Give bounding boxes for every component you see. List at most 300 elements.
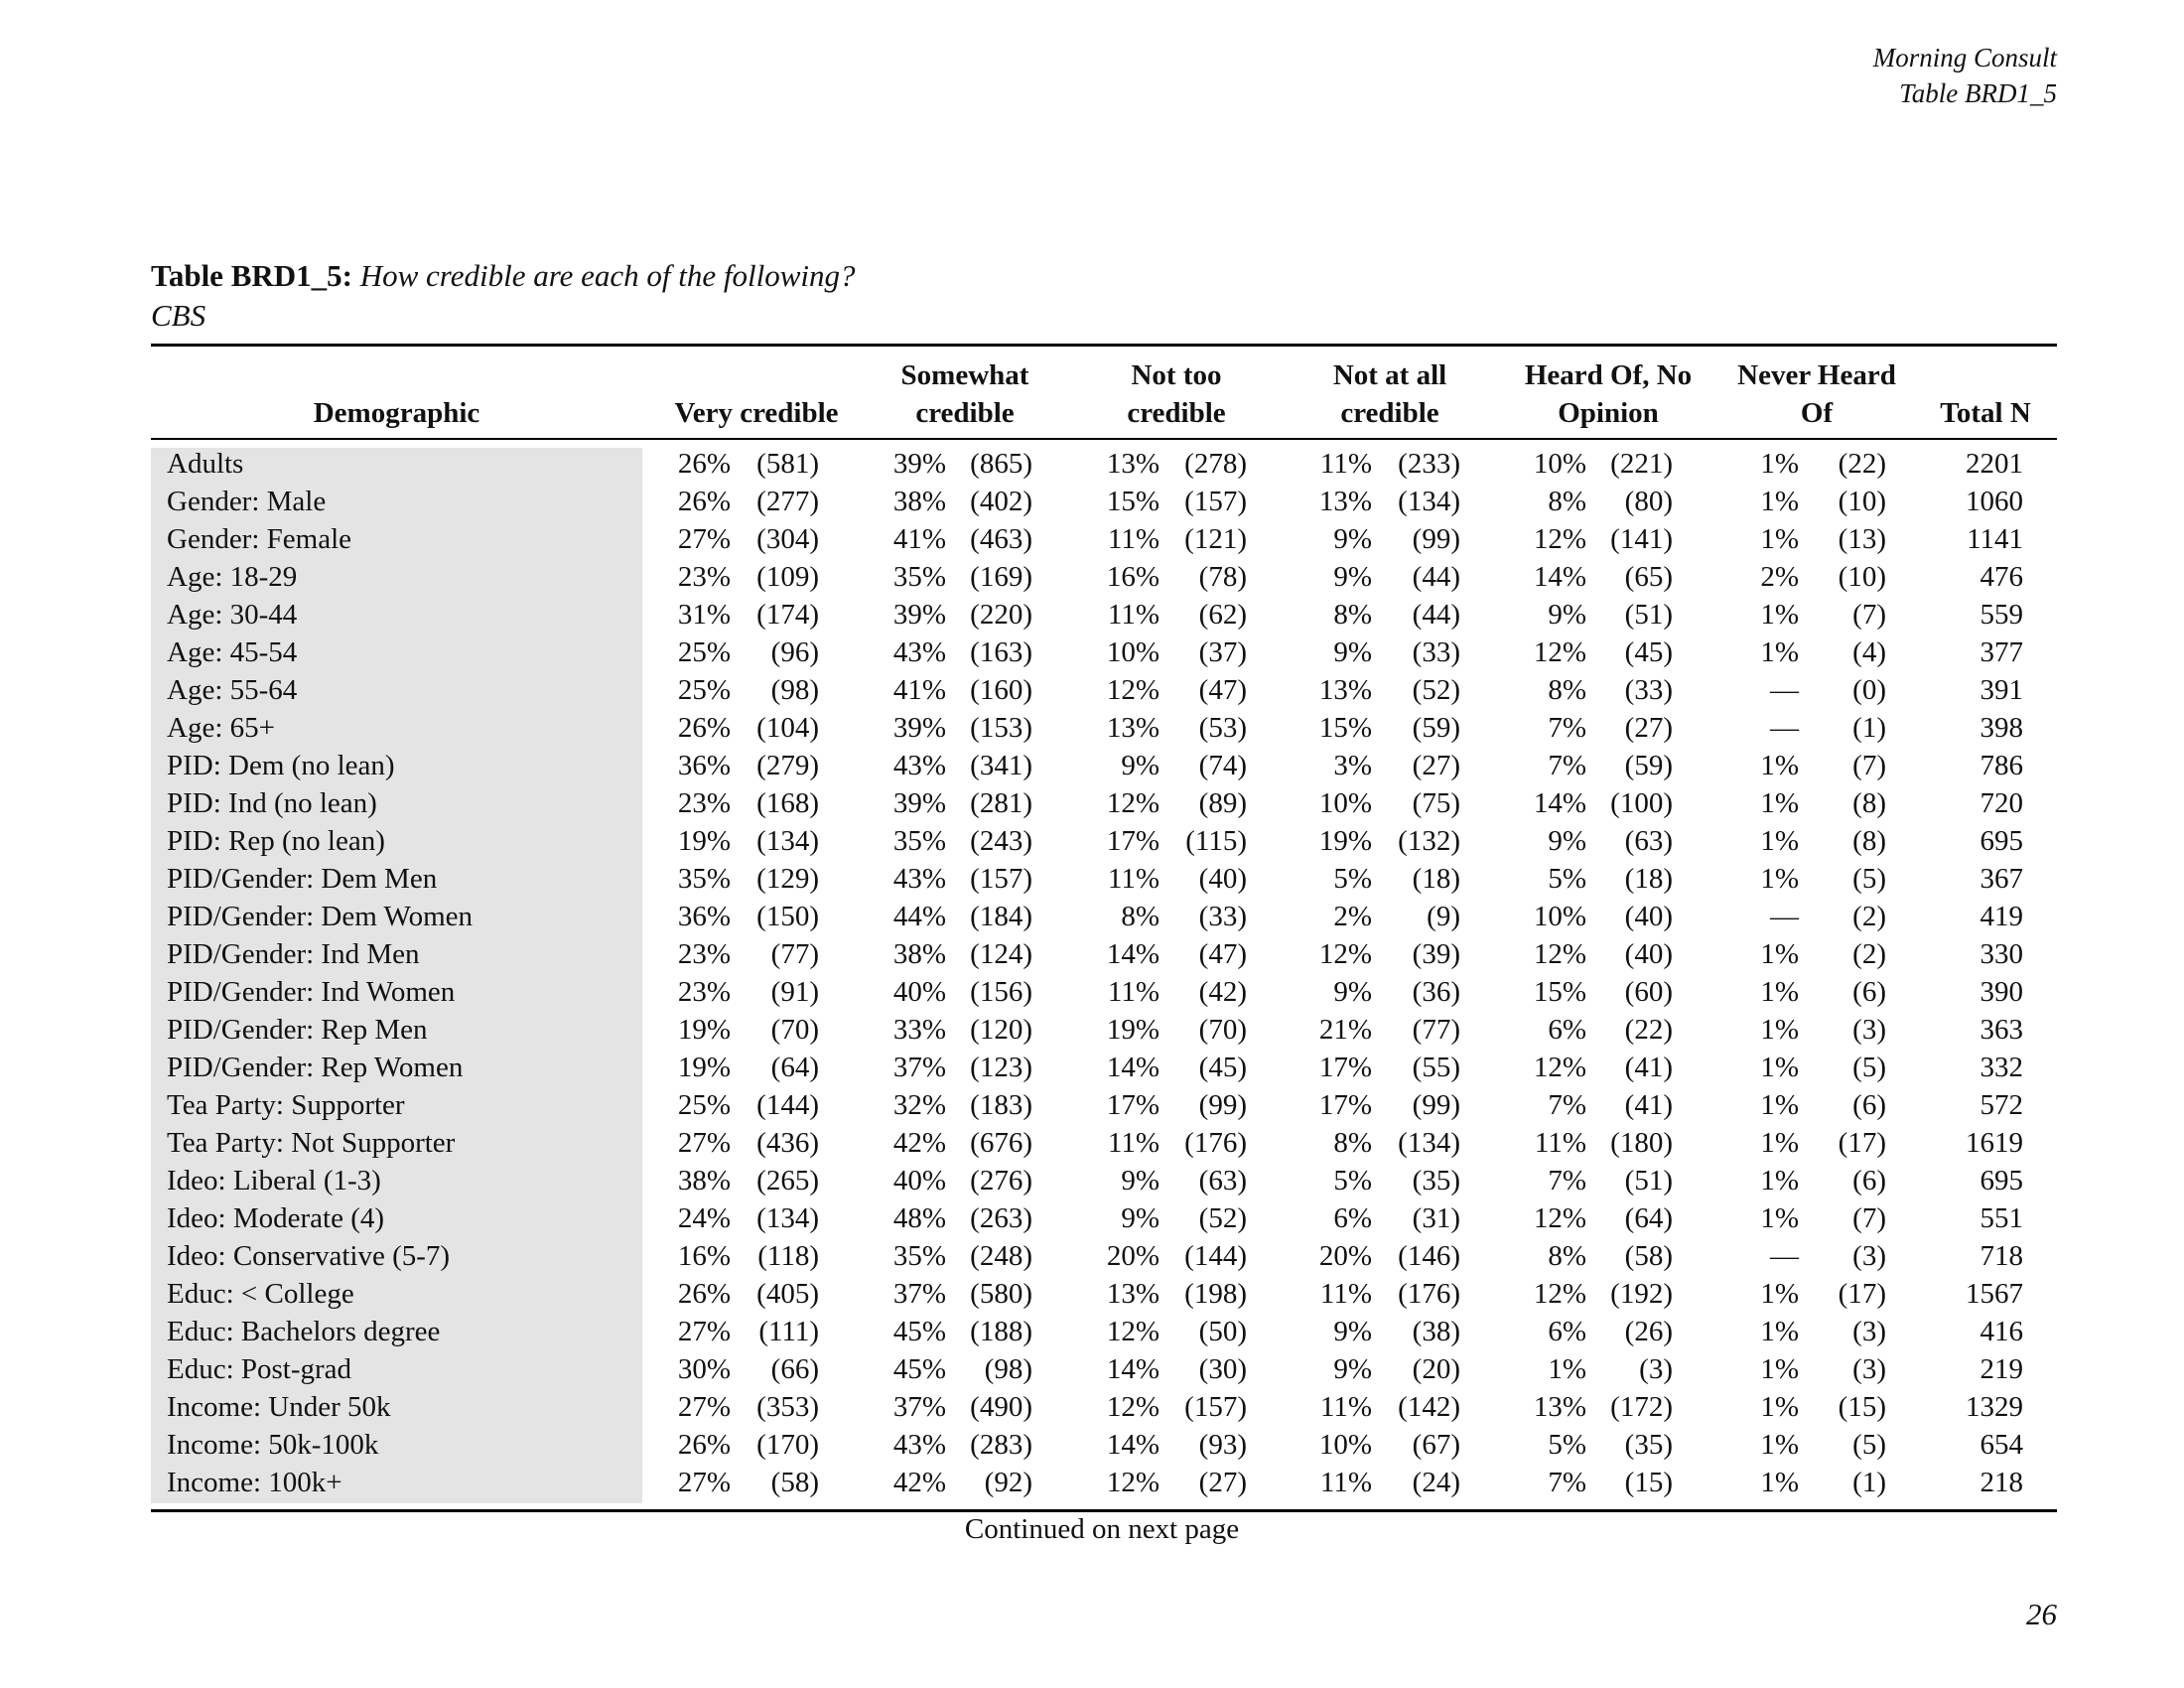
total-n: 654 bbox=[1979, 1429, 2023, 1461]
very-credible-pct: 30% bbox=[677, 1353, 731, 1385]
total-n: 572 bbox=[1979, 1089, 2023, 1121]
not-too-credible-n: (278) bbox=[1184, 448, 1247, 480]
never-heard-pct: 1% bbox=[1760, 787, 1799, 819]
table-row bbox=[0, 1464, 2184, 1501]
never-heard-pct: — bbox=[1770, 674, 1799, 706]
somewhat-credible-n: (283) bbox=[970, 1429, 1032, 1461]
never-heard-pct: 1% bbox=[1760, 1014, 1799, 1046]
never-heard-n: (1) bbox=[1852, 1467, 1886, 1498]
no-opinion-pct: 9% bbox=[1548, 825, 1586, 857]
no-opinion-pct: 9% bbox=[1548, 599, 1586, 631]
no-opinion-pct: 12% bbox=[1533, 1278, 1586, 1310]
not-at-all-credible-pct: 21% bbox=[1318, 1014, 1372, 1046]
total-n: 1060 bbox=[1966, 486, 2023, 517]
total-n: 398 bbox=[1979, 712, 2023, 744]
not-at-all-credible-pct: 3% bbox=[1333, 750, 1372, 781]
somewhat-credible-n: (124) bbox=[970, 938, 1032, 970]
never-heard-n: (17) bbox=[1838, 1127, 1886, 1159]
not-too-credible-pct: 12% bbox=[1106, 1391, 1160, 1423]
not-at-all-credible-n: (24) bbox=[1412, 1467, 1460, 1498]
row-demographic: Gender: Female bbox=[167, 523, 352, 555]
somewhat-credible-n: (341) bbox=[970, 750, 1032, 781]
table-row bbox=[0, 822, 2184, 860]
not-too-credible-n: (70) bbox=[1198, 1014, 1247, 1046]
not-at-all-credible-n: (176) bbox=[1398, 1278, 1460, 1310]
not-too-credible-pct: 17% bbox=[1106, 1089, 1160, 1121]
not-at-all-credible-n: (20) bbox=[1412, 1353, 1460, 1385]
never-heard-pct: 1% bbox=[1760, 1052, 1799, 1083]
not-at-all-credible-pct: 13% bbox=[1318, 674, 1372, 706]
table-row bbox=[0, 1199, 2184, 1237]
no-opinion-n: (63) bbox=[1624, 825, 1673, 857]
not-at-all-credible-n: (9) bbox=[1427, 901, 1460, 932]
somewhat-credible-pct: 37% bbox=[892, 1391, 946, 1423]
never-heard-pct: 1% bbox=[1760, 1467, 1799, 1498]
very-credible-pct: 27% bbox=[677, 1467, 731, 1498]
never-heard-n: (3) bbox=[1852, 1240, 1886, 1272]
not-too-credible-pct: 13% bbox=[1106, 712, 1160, 744]
total-n: 219 bbox=[1979, 1353, 2023, 1385]
table-ref: Table BRD1_5 bbox=[1899, 78, 2057, 108]
not-too-credible-pct: 11% bbox=[1107, 523, 1160, 555]
somewhat-credible-n: (169) bbox=[970, 561, 1032, 593]
never-heard-pct: 1% bbox=[1760, 1391, 1799, 1423]
not-too-credible-pct: 14% bbox=[1106, 1052, 1160, 1083]
table-row bbox=[0, 1049, 2184, 1086]
not-too-credible-n: (198) bbox=[1184, 1278, 1247, 1310]
somewhat-credible-n: (865) bbox=[970, 448, 1032, 480]
total-n: 332 bbox=[1979, 1052, 2023, 1083]
total-n: 559 bbox=[1979, 599, 2023, 631]
never-heard-pct: 2% bbox=[1760, 561, 1799, 593]
not-too-credible-n: (53) bbox=[1198, 712, 1247, 744]
table-row bbox=[0, 1350, 2184, 1388]
somewhat-credible-pct: 39% bbox=[892, 787, 946, 819]
col-header-not-too-credible: Not too credible bbox=[1127, 359, 1226, 429]
somewhat-credible-pct: 48% bbox=[892, 1202, 946, 1234]
no-opinion-pct: 1% bbox=[1548, 1353, 1586, 1385]
table-row bbox=[0, 596, 2184, 633]
row-demographic: Tea Party: Not Supporter bbox=[167, 1127, 456, 1159]
not-too-credible-pct: 20% bbox=[1106, 1240, 1160, 1272]
total-n: 1141 bbox=[1967, 523, 2023, 555]
never-heard-n: (3) bbox=[1852, 1353, 1886, 1385]
no-opinion-pct: 5% bbox=[1548, 1429, 1586, 1461]
not-too-credible-n: (78) bbox=[1198, 561, 1247, 593]
row-demographic: PID/Gender: Rep Men bbox=[167, 1014, 428, 1046]
no-opinion-pct: 6% bbox=[1548, 1014, 1586, 1046]
not-at-all-credible-pct: 11% bbox=[1319, 1391, 1372, 1423]
very-credible-n: (70) bbox=[770, 1014, 819, 1046]
very-credible-pct: 25% bbox=[677, 636, 731, 668]
very-credible-n: (129) bbox=[756, 863, 819, 895]
never-heard-pct: 1% bbox=[1760, 1202, 1799, 1234]
not-at-all-credible-pct: 9% bbox=[1333, 561, 1372, 593]
table-row bbox=[0, 747, 2184, 784]
table-row bbox=[0, 784, 2184, 822]
somewhat-credible-n: (98) bbox=[984, 1353, 1032, 1385]
no-opinion-n: (40) bbox=[1624, 938, 1673, 970]
somewhat-credible-n: (263) bbox=[970, 1202, 1032, 1234]
no-opinion-n: (58) bbox=[1624, 1240, 1673, 1272]
not-too-credible-pct: 11% bbox=[1107, 863, 1160, 895]
caption-question: How credible are each of the following? bbox=[359, 258, 856, 293]
table-row bbox=[0, 1388, 2184, 1426]
very-credible-n: (134) bbox=[756, 825, 819, 857]
no-opinion-pct: 12% bbox=[1533, 636, 1586, 668]
never-heard-pct: 1% bbox=[1760, 976, 1799, 1008]
very-credible-n: (66) bbox=[770, 1353, 819, 1385]
very-credible-n: (144) bbox=[756, 1089, 819, 1121]
never-heard-pct: 1% bbox=[1760, 486, 1799, 517]
no-opinion-n: (26) bbox=[1624, 1316, 1673, 1347]
row-demographic: Income: 100k+ bbox=[167, 1467, 342, 1498]
somewhat-credible-pct: 41% bbox=[892, 674, 946, 706]
somewhat-credible-n: (153) bbox=[970, 712, 1032, 744]
somewhat-credible-n: (220) bbox=[970, 599, 1032, 631]
not-at-all-credible-n: (39) bbox=[1412, 938, 1460, 970]
total-n: 218 bbox=[1979, 1467, 2023, 1498]
no-opinion-pct: 8% bbox=[1548, 1240, 1586, 1272]
not-at-all-credible-n: (233) bbox=[1398, 448, 1460, 480]
no-opinion-n: (59) bbox=[1624, 750, 1673, 781]
not-at-all-credible-n: (18) bbox=[1412, 863, 1460, 895]
not-too-credible-n: (157) bbox=[1184, 1391, 1247, 1423]
very-credible-n: (405) bbox=[756, 1278, 819, 1310]
somewhat-credible-pct: 37% bbox=[892, 1052, 946, 1083]
page-number: 26 bbox=[2026, 1597, 2057, 1631]
somewhat-credible-pct: 42% bbox=[892, 1467, 946, 1498]
row-demographic: PID: Dem (no lean) bbox=[167, 750, 395, 781]
total-n: 391 bbox=[1979, 674, 2023, 706]
somewhat-credible-pct: 43% bbox=[892, 1429, 946, 1461]
not-too-credible-pct: 12% bbox=[1106, 1467, 1160, 1498]
row-demographic: Ideo: Conservative (5-7) bbox=[167, 1240, 451, 1272]
col-header-total-n: Total N bbox=[1940, 397, 2031, 429]
row-demographic: Ideo: Liberal (1-3) bbox=[167, 1165, 381, 1196]
not-at-all-credible-pct: 11% bbox=[1319, 1467, 1372, 1498]
total-n: 390 bbox=[1979, 976, 2023, 1008]
not-too-credible-n: (47) bbox=[1198, 674, 1247, 706]
never-heard-pct: 1% bbox=[1760, 1165, 1799, 1196]
not-at-all-credible-pct: 5% bbox=[1333, 1165, 1372, 1196]
not-too-credible-n: (115) bbox=[1185, 825, 1247, 857]
somewhat-credible-pct: 40% bbox=[892, 1165, 946, 1196]
row-demographic: Ideo: Moderate (4) bbox=[167, 1202, 385, 1234]
not-at-all-credible-pct: 10% bbox=[1318, 787, 1372, 819]
not-at-all-credible-n: (75) bbox=[1412, 787, 1460, 819]
very-credible-n: (170) bbox=[756, 1429, 819, 1461]
row-demographic: PID/Gender: Dem Women bbox=[167, 901, 474, 932]
total-n: 476 bbox=[1979, 561, 2023, 593]
not-too-credible-n: (62) bbox=[1198, 599, 1247, 631]
not-too-credible-n: (176) bbox=[1184, 1127, 1247, 1159]
table-row bbox=[0, 558, 2184, 596]
not-too-credible-pct: 10% bbox=[1106, 636, 1160, 668]
not-too-credible-n: (50) bbox=[1198, 1316, 1247, 1347]
not-at-all-credible-n: (35) bbox=[1412, 1165, 1460, 1196]
never-heard-n: (4) bbox=[1852, 636, 1886, 668]
not-at-all-credible-pct: 17% bbox=[1318, 1089, 1372, 1121]
no-opinion-n: (33) bbox=[1624, 674, 1673, 706]
col-header-demographic: Demographic bbox=[313, 397, 480, 429]
never-heard-pct: 1% bbox=[1760, 1089, 1799, 1121]
table-row bbox=[0, 1275, 2184, 1313]
no-opinion-n: (45) bbox=[1624, 636, 1673, 668]
somewhat-credible-pct: 33% bbox=[892, 1014, 946, 1046]
very-credible-pct: 26% bbox=[677, 1278, 731, 1310]
not-too-credible-n: (47) bbox=[1198, 938, 1247, 970]
not-at-all-credible-pct: 9% bbox=[1333, 1353, 1372, 1385]
no-opinion-pct: 14% bbox=[1533, 787, 1586, 819]
very-credible-n: (58) bbox=[770, 1467, 819, 1498]
somewhat-credible-n: (243) bbox=[970, 825, 1032, 857]
very-credible-n: (277) bbox=[756, 486, 819, 517]
no-opinion-pct: 12% bbox=[1533, 1202, 1586, 1234]
never-heard-n: (3) bbox=[1852, 1316, 1886, 1347]
no-opinion-pct: 10% bbox=[1533, 901, 1586, 932]
no-opinion-pct: 10% bbox=[1533, 448, 1586, 480]
row-demographic: Age: 18-29 bbox=[167, 561, 298, 593]
header-rule bbox=[151, 438, 2057, 440]
table-row bbox=[0, 633, 2184, 671]
never-heard-n: (3) bbox=[1852, 1014, 1886, 1046]
somewhat-credible-n: (402) bbox=[970, 486, 1032, 517]
very-credible-n: (109) bbox=[756, 561, 819, 593]
somewhat-credible-n: (157) bbox=[970, 863, 1032, 895]
row-demographic: Educ: < College bbox=[167, 1278, 354, 1310]
never-heard-n: (5) bbox=[1852, 1429, 1886, 1461]
total-n: 695 bbox=[1979, 1165, 2023, 1196]
somewhat-credible-pct: 39% bbox=[892, 599, 946, 631]
very-credible-pct: 19% bbox=[677, 825, 731, 857]
not-too-credible-pct: 16% bbox=[1106, 561, 1160, 593]
not-too-credible-pct: 15% bbox=[1106, 486, 1160, 517]
not-at-all-credible-n: (33) bbox=[1412, 636, 1460, 668]
not-at-all-credible-n: (77) bbox=[1412, 1014, 1460, 1046]
somewhat-credible-pct: 44% bbox=[892, 901, 946, 932]
somewhat-credible-pct: 43% bbox=[892, 863, 946, 895]
not-at-all-credible-pct: 19% bbox=[1318, 825, 1372, 857]
no-opinion-n: (41) bbox=[1624, 1052, 1673, 1083]
not-at-all-credible-n: (44) bbox=[1412, 561, 1460, 593]
no-opinion-pct: 7% bbox=[1548, 750, 1586, 781]
not-too-credible-pct: 19% bbox=[1106, 1014, 1160, 1046]
not-too-credible-pct: 9% bbox=[1121, 1165, 1160, 1196]
somewhat-credible-n: (188) bbox=[970, 1316, 1032, 1347]
no-opinion-n: (64) bbox=[1624, 1202, 1673, 1234]
not-at-all-credible-pct: 2% bbox=[1333, 901, 1372, 932]
not-at-all-credible-n: (31) bbox=[1412, 1202, 1460, 1234]
very-credible-n: (118) bbox=[757, 1240, 819, 1272]
not-at-all-credible-n: (38) bbox=[1412, 1316, 1460, 1347]
never-heard-pct: — bbox=[1770, 901, 1799, 932]
table-row bbox=[0, 445, 2184, 483]
very-credible-pct: 27% bbox=[677, 523, 731, 555]
very-credible-n: (91) bbox=[770, 976, 819, 1008]
total-n: 1329 bbox=[1966, 1391, 2023, 1423]
very-credible-pct: 27% bbox=[677, 1316, 731, 1347]
no-opinion-n: (51) bbox=[1624, 1165, 1673, 1196]
no-opinion-n: (3) bbox=[1639, 1353, 1673, 1385]
no-opinion-n: (221) bbox=[1610, 448, 1673, 480]
not-too-credible-pct: 12% bbox=[1106, 787, 1160, 819]
no-opinion-n: (65) bbox=[1624, 561, 1673, 593]
not-at-all-credible-n: (142) bbox=[1398, 1391, 1460, 1423]
not-too-credible-n: (37) bbox=[1198, 636, 1247, 668]
not-at-all-credible-pct: 9% bbox=[1333, 976, 1372, 1008]
very-credible-n: (174) bbox=[756, 599, 819, 631]
not-too-credible-pct: 12% bbox=[1106, 1316, 1160, 1347]
total-n: 1567 bbox=[1966, 1278, 2023, 1310]
no-opinion-n: (51) bbox=[1624, 599, 1673, 631]
never-heard-pct: 1% bbox=[1760, 750, 1799, 781]
never-heard-pct: — bbox=[1770, 712, 1799, 744]
table-row bbox=[0, 1237, 2184, 1275]
no-opinion-pct: 11% bbox=[1534, 1127, 1586, 1159]
not-too-credible-n: (74) bbox=[1198, 750, 1247, 781]
never-heard-pct: 1% bbox=[1760, 599, 1799, 631]
very-credible-pct: 19% bbox=[677, 1014, 731, 1046]
very-credible-n: (265) bbox=[756, 1165, 819, 1196]
row-demographic: Gender: Male bbox=[167, 486, 327, 517]
table-row bbox=[0, 1426, 2184, 1464]
table-row bbox=[0, 520, 2184, 558]
never-heard-n: (8) bbox=[1852, 825, 1886, 857]
not-too-credible-pct: 17% bbox=[1106, 825, 1160, 857]
somewhat-credible-n: (156) bbox=[970, 976, 1032, 1008]
very-credible-n: (77) bbox=[770, 938, 819, 970]
never-heard-pct: 1% bbox=[1760, 1353, 1799, 1385]
col-header-somewhat-credible: Somewhat credible bbox=[900, 359, 1029, 429]
table-row bbox=[0, 860, 2184, 898]
not-too-credible-n: (99) bbox=[1198, 1089, 1247, 1121]
never-heard-pct: — bbox=[1770, 1240, 1799, 1272]
not-at-all-credible-n: (67) bbox=[1412, 1429, 1460, 1461]
never-heard-n: (2) bbox=[1852, 901, 1886, 932]
very-credible-pct: 31% bbox=[677, 599, 731, 631]
somewhat-credible-n: (120) bbox=[970, 1014, 1032, 1046]
not-at-all-credible-n: (99) bbox=[1412, 1089, 1460, 1121]
very-credible-n: (304) bbox=[756, 523, 819, 555]
somewhat-credible-pct: 41% bbox=[892, 523, 946, 555]
very-credible-n: (581) bbox=[756, 448, 819, 480]
very-credible-pct: 27% bbox=[677, 1391, 731, 1423]
col-header-not-at-all-credible: Not at all credible bbox=[1332, 359, 1447, 429]
never-heard-pct: 1% bbox=[1760, 1278, 1799, 1310]
no-opinion-n: (40) bbox=[1624, 901, 1673, 932]
somewhat-credible-n: (163) bbox=[970, 636, 1032, 668]
table-row bbox=[0, 483, 2184, 520]
not-at-all-credible-pct: 8% bbox=[1333, 599, 1372, 631]
somewhat-credible-pct: 37% bbox=[892, 1278, 946, 1310]
row-demographic: PID/Gender: Rep Women bbox=[167, 1052, 464, 1083]
not-at-all-credible-pct: 9% bbox=[1333, 636, 1372, 668]
very-credible-pct: 23% bbox=[677, 976, 731, 1008]
no-opinion-n: (141) bbox=[1610, 523, 1673, 555]
col-header-heard-of-no-opinion: Heard Of, No Opinion bbox=[1524, 359, 1693, 429]
somewhat-credible-n: (490) bbox=[970, 1391, 1032, 1423]
somewhat-credible-n: (92) bbox=[984, 1467, 1032, 1498]
not-too-credible-pct: 13% bbox=[1106, 1278, 1160, 1310]
very-credible-pct: 25% bbox=[677, 674, 731, 706]
somewhat-credible-pct: 35% bbox=[892, 561, 946, 593]
not-too-credible-pct: 14% bbox=[1106, 1353, 1160, 1385]
never-heard-n: (7) bbox=[1852, 750, 1886, 781]
somewhat-credible-pct: 42% bbox=[892, 1127, 946, 1159]
very-credible-n: (150) bbox=[756, 901, 819, 932]
never-heard-n: (1) bbox=[1852, 712, 1886, 744]
not-at-all-credible-n: (132) bbox=[1398, 825, 1460, 857]
very-credible-pct: 24% bbox=[677, 1202, 731, 1234]
table-top-rule bbox=[151, 344, 2057, 347]
very-credible-pct: 36% bbox=[677, 750, 731, 781]
not-too-credible-n: (45) bbox=[1198, 1052, 1247, 1083]
somewhat-credible-n: (248) bbox=[970, 1240, 1032, 1272]
total-n: 419 bbox=[1979, 901, 2023, 932]
very-credible-pct: 38% bbox=[677, 1165, 731, 1196]
not-too-credible-n: (89) bbox=[1198, 787, 1247, 819]
somewhat-credible-n: (123) bbox=[970, 1052, 1032, 1083]
no-opinion-n: (192) bbox=[1610, 1278, 1673, 1310]
very-credible-pct: 26% bbox=[677, 486, 731, 517]
total-n: 720 bbox=[1979, 787, 2023, 819]
not-at-all-credible-n: (55) bbox=[1412, 1052, 1460, 1083]
no-opinion-pct: 7% bbox=[1548, 1089, 1586, 1121]
no-opinion-n: (35) bbox=[1624, 1429, 1673, 1461]
somewhat-credible-n: (676) bbox=[970, 1127, 1032, 1159]
not-at-all-credible-n: (52) bbox=[1412, 674, 1460, 706]
row-demographic: PID: Rep (no lean) bbox=[167, 825, 385, 857]
very-credible-pct: 26% bbox=[677, 1429, 731, 1461]
somewhat-credible-n: (463) bbox=[970, 523, 1032, 555]
no-opinion-n: (18) bbox=[1624, 863, 1673, 895]
somewhat-credible-pct: 35% bbox=[892, 825, 946, 857]
no-opinion-pct: 8% bbox=[1548, 674, 1586, 706]
not-at-all-credible-n: (99) bbox=[1412, 523, 1460, 555]
very-credible-n: (168) bbox=[756, 787, 819, 819]
table-body bbox=[0, 445, 2184, 1501]
no-opinion-pct: 14% bbox=[1533, 561, 1586, 593]
no-opinion-pct: 12% bbox=[1533, 938, 1586, 970]
never-heard-n: (6) bbox=[1852, 976, 1886, 1008]
table-row bbox=[0, 973, 2184, 1011]
not-at-all-credible-pct: 11% bbox=[1319, 1278, 1372, 1310]
not-too-credible-pct: 14% bbox=[1106, 1429, 1160, 1461]
very-credible-pct: 27% bbox=[677, 1127, 731, 1159]
never-heard-n: (6) bbox=[1852, 1165, 1886, 1196]
no-opinion-n: (15) bbox=[1624, 1467, 1673, 1498]
row-demographic: Age: 30-44 bbox=[167, 599, 298, 631]
not-at-all-credible-pct: 8% bbox=[1333, 1127, 1372, 1159]
not-too-credible-n: (157) bbox=[1184, 486, 1247, 517]
col-header-very-credible: Very credible bbox=[674, 397, 839, 429]
never-heard-n: (7) bbox=[1852, 1202, 1886, 1234]
total-n: 363 bbox=[1979, 1014, 2023, 1046]
not-too-credible-n: (144) bbox=[1184, 1240, 1247, 1272]
row-demographic: Income: 50k-100k bbox=[167, 1429, 379, 1461]
somewhat-credible-n: (281) bbox=[970, 787, 1032, 819]
very-credible-pct: 36% bbox=[677, 901, 731, 932]
not-at-all-credible-pct: 15% bbox=[1318, 712, 1372, 744]
row-demographic: PID/Gender: Ind Women bbox=[167, 976, 456, 1008]
never-heard-pct: 1% bbox=[1760, 938, 1799, 970]
somewhat-credible-pct: 35% bbox=[892, 1240, 946, 1272]
no-opinion-n: (172) bbox=[1610, 1391, 1673, 1423]
row-demographic: Income: Under 50k bbox=[167, 1391, 391, 1423]
row-demographic: PID/Gender: Dem Men bbox=[167, 863, 438, 895]
not-too-credible-n: (33) bbox=[1198, 901, 1247, 932]
